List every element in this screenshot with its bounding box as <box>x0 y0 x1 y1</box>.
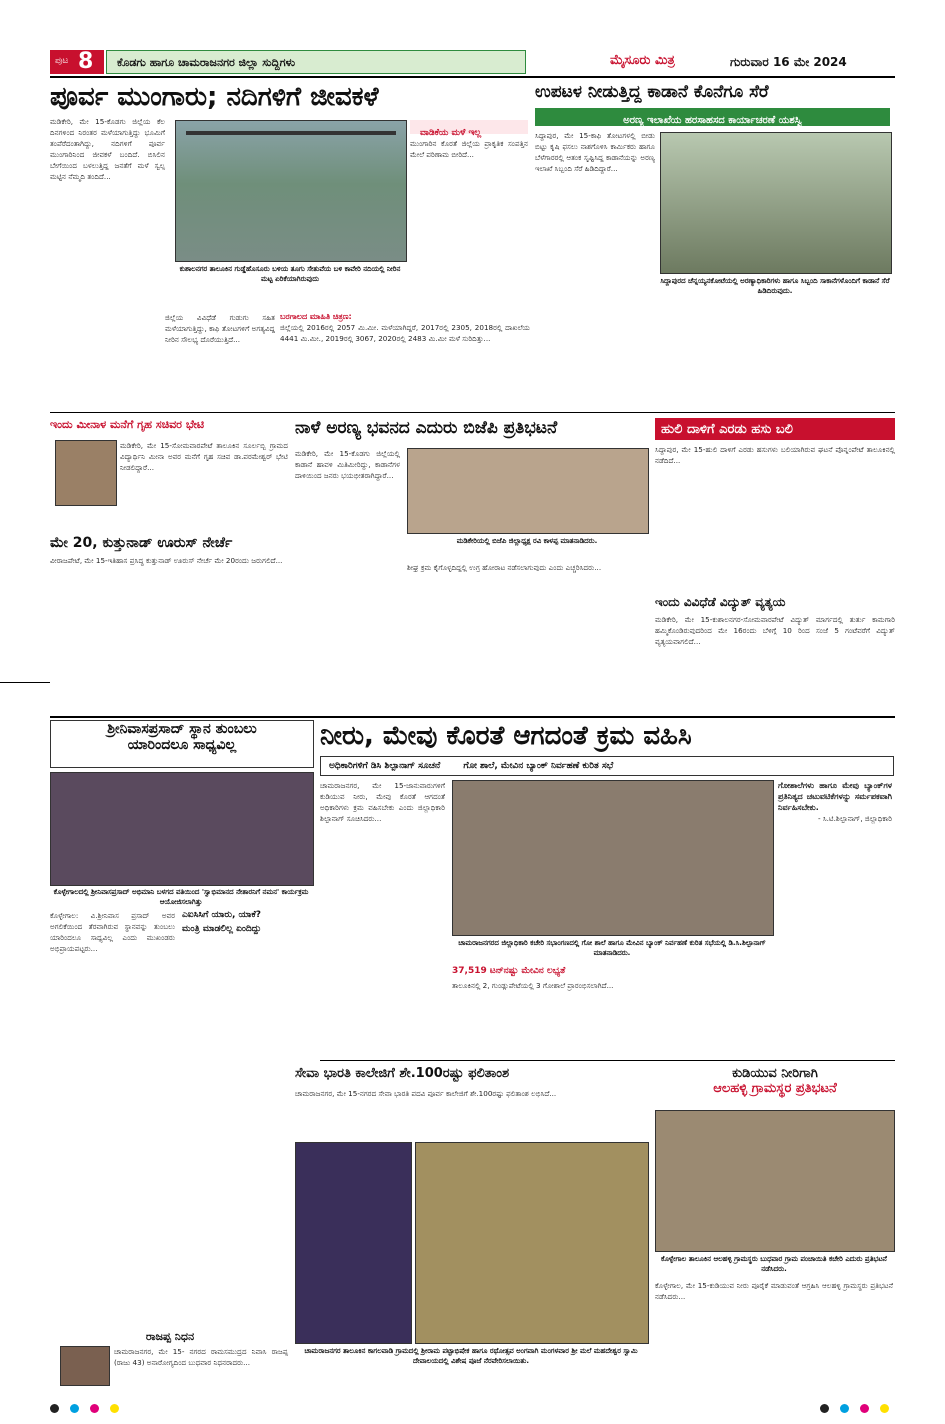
elephant-headline: ಉಪಟಳ ನೀಡುತ್ತಿದ್ದ ಕಾಡಾನೆ ಕೊನೆಗೂ ಸೆರೆ <box>535 82 769 102</box>
monsoon-headline: ಪೂರ್ವ ಮುಂಗಾರು; ನದಿಗಳಿಗೆ ಜೀವಕಳೆ <box>50 82 379 112</box>
seva-temple-photo <box>295 1142 412 1344</box>
power-body: ಮಡಿಕೇರಿ, ಮೇ 15-ಕುಶಾಲನಗರ-ಸೋಮವಾರಪೇಟೆ ವಿದ್ಯುತ್ ಮಾರ್ಗದಲ್ಲಿ ತುರ್ತು ಕಾಮಗಾರಿ ಹಮ್ಮಿಕೊಂಡಿರುವುದರಿಂದ ಮೇ 16ರಂದು ಬೆಳಿಗ್ಗೆ 10 ರಿಂದ ಸಂಜೆ 5 ಗಂಟೆವರೆಗೆ ವಿದ್ಯುತ್ ವ್ಯತ್ಯಯವಾಗಲಿದೆ... <box>655 615 898 646</box>
obituary-article <box>50 1330 290 1385</box>
drinking-photo-caption: ಕೊಳ್ಳೇಗಾಲ ತಾಲೂಕಿನ ಆಲಹಳ್ಳಿ ಗ್ರಾಮಸ್ಥರು ಬುಧವಾರ ಗ್ರಾಮ ಪಂಚಾಯಿತಿ ಕಚೇರಿ ಎದುರು ಪ್ರತಿಭಟನೆ ನಡೆಸಿದರು. <box>661 1255 887 1273</box>
monsoon-body-2: ಜಿಲ್ಲೆಯ ವಿವಿಧೆಡೆ ಗುಡುಗು ಸಹಿತ ಮಳೆಯಾಗುತ್ತಿದ್ದು, ಕಾಫಿ ತೋಟಗಳಿಗೆ ಅಗತ್ಯವಿದ್ದ ನೀರಿನ ಸೌಲಭ್ಯ ದೊರೆಯುತ್ತಿದೆ... <box>165 313 278 344</box>
tiger-body: ಸಿದ್ದಾಪುರ, ಮೇ 15-ಹುಲಿ ದಾಳಿಗೆ ಎರಡು ಹಸುಗಳು ಬಲಿಯಾಗಿರುವ ಘಟನೆ ಪೊನ್ನಂಪೇಟೆ ತಾಲೂಕಿನಲ್ಲಿ ನಡೆದಿದೆ... <box>655 445 898 465</box>
monsoon-box-head: ಬರಗಾಲದ ಮಾಹಿತಿ ಚಿತ್ರಣ: <box>280 312 352 321</box>
protest-photo <box>407 448 649 534</box>
divider-3 <box>50 716 895 718</box>
drinking-body: ಕೊಳ್ಳೇಗಾಲ, ಮೇ 15-ಕುಡಿಯುವ ನೀರು ಪೂರೈಕೆ ಮಾಡುವಂತೆ ಆಗ್ರಹಿಸಿ ಆಲಹಳ್ಳಿ ಗ್ರಾಮಸ್ಥರು ಪ್ರತಿಭಟನೆ ನಡೆಸಿದರು... <box>655 1281 896 1301</box>
drinking-headline-line1: ಕುಡಿಯುವ ನೀರಿಗಾಗಿ <box>732 1066 818 1081</box>
water-strap-2: ಗೋ ಶಾಲೆ, ಮೇವಿನ ಬ್ಯಾಂಕ್ ನಿರ್ವಹಣೆ ಕುರಿತ ಸಭೆ <box>463 761 614 771</box>
srinivas-subhead2: ಮಂತ್ರಿ ಮಾಡಲಿಲ್ಲ ಏಂದಿದ್ದು <box>182 924 262 934</box>
masthead-rule <box>50 76 895 78</box>
protest-article <box>295 418 650 718</box>
power-article <box>655 595 898 715</box>
section-title-bar <box>106 50 526 74</box>
protest-body-left: ಮಡಿಕೇರಿ, ಮೇ 15-ಕೊಡಗು ಜಿಲ್ಲೆಯಲ್ಲಿ ಕಾಡಾನೆ ಹಾವಳಿ ಮಿತಿಮೀರಿದ್ದು, ಕಾಡಾನೆಗಳ ದಾಳಿಯಿಂದ ಜನರು ಭಯಭೀತರಾಗಿದ್ದಾರೆ... <box>295 449 403 480</box>
elephant-banner-text: ಅರಣ್ಯ ಇಲಾಖೆಯ ಹರಸಾಹಸದ ಕಾರ್ಯಾಚರಣೆ ಯಶಸ್ವಿ <box>623 115 802 126</box>
srinivas-subhead: ಎಐಸಿಸಿಗೆ ಯಾರು, ಯಾಕೆ? <box>182 910 261 920</box>
obituary-photo <box>60 1346 110 1386</box>
monsoon-box <box>280 312 533 412</box>
srinivas-headline-box <box>50 720 314 768</box>
obituary-headline: ರಾಜಪ್ಪ ನಿಧನ <box>145 1330 195 1343</box>
seva-article <box>295 1066 650 1381</box>
elephant-body: ಸಿದ್ದಾಪುರ, ಮೇ 15-ಕಾಫಿ ತೋಟಗಳಲ್ಲಿ ಬೀಡು ಬಿಟ್ಟು ಕೃಷಿ ಫಸಲು ನಾಶಗೊಳಿಸಿ ಕಾರ್ಮಿಕರು ಹಾಗೂ ಬೆಳೆಗಾರರಲ್ಲಿ ಆತಂಕ ಸೃಷ್ಟಿಸಿದ್ದ ಕಾಡಾನೆಯನ್ನು ಅರಣ್ಯ ಇಲಾಖೆ ಸಿಬ್ಬಂದಿ ಸೆರೆ ಹಿಡಿದಿದ್ದಾರೆ... <box>535 131 658 173</box>
water-stat-line: 37,519 ಟನ್‌ನಷ್ಟು ಮೇವಿನ ಲಭ್ಯತೆ <box>452 966 566 976</box>
divider-1 <box>50 412 895 413</box>
minister-headline: ಇಂದು ಮೀನಾಳ ಮನೆಗೆ ಗೃಹ ಸಚಿವರ ಭೇಟಿ <box>50 418 205 431</box>
paper-name: ಮೈಸೂರು ಮಿತ್ರ <box>610 53 675 68</box>
power-headline: ಇಂದು ವಿವಿಧೆಡೆ ವಿದ್ಯುತ್ ವ್ಯತ್ಯಯ <box>655 595 786 609</box>
section-title: ಕೊಡಗು ಹಾಗೂ ಚಾಮರಾಜನಗರ ಜಿಲ್ಲಾ ಸುದ್ದಿಗಳು <box>117 56 296 69</box>
monsoon-sub-body: ಮುಂಗಾರಿನ ಕೊರತೆ ಜಿಲ್ಲೆಯ ಪ್ರಾಕೃತಿಕ ಸಂಪತ್ತಿನ ಮೇಲೆ ಪರಿಣಾಮ ಬೀರಿದೆ... <box>410 139 531 159</box>
minister-article <box>50 418 290 528</box>
water-quote-author: - ಸಿ.ಟಿ.ಶಿಲ್ಪಾನಾಗ್, ಜಿಲ್ಲಾಧಿಕಾರಿ <box>817 814 892 823</box>
dot-black-r <box>820 1404 829 1413</box>
tiger-headline: ಹುಲಿ ದಾಳಿಗೆ ಎರಡು ಹಸು ಬಲಿ <box>661 422 793 437</box>
dot-yellow-r <box>880 1404 889 1413</box>
protest-body-right: ಶೀಘ್ರ ಕ್ರಮ ಕೈಗೊಳ್ಳದಿದ್ದಲ್ಲಿ ಉಗ್ರ ಹೋರಾಟ ನಡೆಸಲಾಗುವುದು ಎಂದು ಎಚ್ಚರಿಸಿದರು... <box>407 563 602 572</box>
page-label: ಪುಟ <box>55 56 69 66</box>
drinking-headline-wrap <box>655 1066 895 1096</box>
page-number-box <box>50 50 104 74</box>
water-quote-box <box>778 780 895 960</box>
utsav-article <box>50 535 290 710</box>
monsoon-lower-body: ಜಿಲ್ಲೆಯಲ್ಲಿ 2016ರಲ್ಲಿ 2057 ಮಿ.ಮೀ. ಮಳೆಯಾಗಿದ್ದರೆ, 2017ರಲ್ಲಿ 2305, 2018ರಲ್ಲಿ ದಾಖಲೆಯ 4441 ಮಿ.ಮೀ., 2019ರಲ್ಲಿ 3067, 2020ರಲ್ಲಿ 2483 ಮಿ.ಮೀ ಮಳೆ ಸುರಿದಿತ್ತು... <box>280 323 533 343</box>
seva-photo-caption: ಚಾಮರಾಜನಗರ ತಾಲೂಕಿನ ಕಾಗಲವಾಡಿ ಗ್ರಾಮದಲ್ಲಿ ಶ್ರೀರಾಮ ಪಟ್ಟಾಭಿಷೇಕ ಹಾಗೂ ರಥೋತ್ಸವ ಅಂಗವಾಗಿ ಮಂಗಳವಾರ ಶ್ರೀ ಮಲೆ ಮಹದೇಶ್ವರ ಸ್ವಾಮಿ ದೇವಾಲಯದಲ್ಲಿ ವಿಶೇಷ ಪೂಜೆ ನೆರವೇರಿಸಲಾಯಿತು. <box>304 1347 638 1365</box>
divider-2 <box>0 682 50 683</box>
water-article <box>320 720 895 1055</box>
water-headline: ನೀರು, ಮೇವು ಕೊರತೆ ಆಗದಂತೆ ಕ್ರಮ ವಹಿಸಿ <box>320 721 692 751</box>
registration-dots-left <box>50 1398 125 1417</box>
dot-cyan-r <box>840 1404 849 1413</box>
srinivas-headline-line1: ಶ್ರೀನಿವಾಸಪ್ರಸಾದ್ ಸ್ಥಾನ ತುಂಬಲು <box>107 721 257 737</box>
seva-headline: ಸೇವಾ ಭಾರತಿ ಕಾಲೇಜಿಗೆ ಶೇ.100ರಷ್ಟು ಫಲಿತಾಂಶ <box>295 1066 510 1081</box>
issue-date: ಗುರುವಾರ 16 ಮೇ 2024 <box>730 55 847 69</box>
monsoon-photo-caption: ಕುಶಾಲನಗರ ತಾಲೂಕಿನ ಗುಡ್ಡೆಹೊಸೂರು ಬಳಿಯ ತೂಗು ಸೇತುವೆಯ ಬಳಿ ಕಾವೇರಿ ನದಿಯಲ್ಲಿ ನೀರಿನ ಮಟ್ಟ ಏರಿಕೆಯಾಗಿರುವುದು <box>179 265 401 283</box>
protest-headline: ನಾಳೆ ಅರಣ್ಯ ಭವನದ ಎದುರು ಬಿಜೆಪಿ ಪ್ರತಿಭಟನೆ <box>295 418 558 438</box>
drinking-article <box>655 1066 895 1381</box>
monsoon-body-1: ಮಡಿಕೇರಿ, ಮೇ 15-ಕೊಡಗು ಜಿಲ್ಲೆಯ ಕೆಲ ದಿನಗಳಿಂದ ನಿರಂತರ ಮಳೆಯಾಗುತ್ತಿದ್ದು ಭೂಮಿಗೆ ತಂಪೆರೆದಂತಾಗಿದ್ದು, ನದಿಗಳಿಗೆ ಪೂರ್ವ ಮುಂಗಾರಿನಿಂದ ಜೀವಕಳೆ ಬಂದಿದೆ. ಬಿಸಿಲಿನ ಬೇಗೆಯಿಂದ ಬಳಲುತ್ತಿದ್ದ ಜನತೆಗೆ ಮಳೆ ಸ್ವಲ್ಪ ಮಟ್ಟಿನ ನೆಮ್ಮದಿ ತಂದಿದೆ... <box>50 117 168 181</box>
srinivas-photo-caption: ಕೊಳ್ಳೇಗಾಲದಲ್ಲಿ ಶ್ರೀನಿವಾಸಪ್ರಸಾದ್ ಅಭಿಮಾನಿ ಬಳಗದ ವತಿಯಿಂದ 'ಸ್ವಾಭಿಮಾನದ ನೇತಾರನಿಗೆ ನಮನ' ಕಾರ್ಯಕ್ರಮ ಆಯೋಜಿಸಲಾಗಿತ್ತು <box>53 888 309 906</box>
divider-4 <box>320 1060 895 1061</box>
monsoon-subhead-box <box>410 120 528 138</box>
bridge-shape <box>186 131 396 135</box>
elephant-banner <box>535 108 890 126</box>
drinking-photo <box>655 1110 895 1252</box>
water-quote: ಗೋಶಾಲೆಗಳು ಹಾಗೂ ಮೇವು ಬ್ಯಾಂಕ್‌ಗಳ ಪ್ರತಿನಿತ್ಯದ ಚಟುವಟಿಕೆಗಳನ್ನು ಸರ್ಮಪಕವಾಗಿ ನಿರ್ವಹಿಸಬೇಕು. <box>778 781 895 812</box>
seva-procession-photo <box>415 1142 649 1344</box>
elephant-photo-caption: ಸಿದ್ದಾಪುರದ ಚೆನ್ನಯ್ಯನಕೋಟೆಯಲ್ಲಿ ಅರಣ್ಯಾಧಿಕಾರಿಗಳು ಹಾಗೂ ಸಿಬ್ಬಂದಿ ಸಾಕಾನೆಗಳೊಂದಿಗೆ ಕಾಡಾನೆ ಸೆರೆ ಹಿಡಿದಿರುವುದು. <box>660 277 890 295</box>
water-strap <box>320 756 894 776</box>
drinking-headline-line2: ಆಲಹಳ್ಳಿ ಗ್ರಾಮಸ್ಥರ ಪ್ರತಿಭಟನೆ <box>713 1081 837 1096</box>
page-number: 8 <box>78 49 94 74</box>
minister-photo <box>55 440 117 506</box>
monsoon-river-photo <box>175 120 407 262</box>
monsoon-article <box>50 80 530 310</box>
masthead <box>50 50 895 74</box>
water-body-2: ತಾಲೂಕಿನಲ್ಲಿ 2, ಗುಂಡ್ಲುಪೇಟೆಯಲ್ಲಿ 3 ಗೋಶಾಲೆ ಪ್ರಾರಂಭಿಸಲಾಗಿದೆ... <box>452 981 614 990</box>
srinivas-article <box>50 720 315 1320</box>
seva-body: ಚಾಮರಾಜನಗರ, ಮೇ 15-ನಗರದ ಸೇವಾ ಭಾರತಿ ಪದವಿ ಪೂರ್ವ ಕಾಲೇಜಿಗೆ ಶೇ.100ರಷ್ಟು ಫಲಿತಾಂಶ ಲಭಿಸಿದೆ... <box>295 1089 557 1098</box>
dot-magenta-r <box>860 1404 869 1413</box>
srinivas-body: ಕೊಳ್ಳೇಗಾಲ: ವಿ.ಶ್ರೀನಿವಾಸ ಪ್ರಸಾದ್ ಅವರ ಅಗಲಿಕೆಯಿಂದ ತೆರವಾಗಿರುವ ಸ್ಥಾನವನ್ನು ತುಂಬಲು ಯಾರಿಂದಲೂ ಸಾಧ್ಯವಿಲ್ಲ ಎಂದು ಮುಖಂಡರು ಅಭಿಪ್ರಾಯಪಟ್ಟರು... <box>50 911 178 953</box>
elephant-photo <box>660 132 892 274</box>
utsav-body: ವೀರಾಜಪೇಟೆ, ಮೇ 15-ಇತಿಹಾಸ ಪ್ರಸಿದ್ಧ ಕುತ್ತುನಾಡ್ ಊರುಸ್ ನೇರ್ಚೆ ಮೇ 20ರಂದು ಜರುಗಲಿದೆ... <box>50 556 283 565</box>
srinivas-photo <box>50 772 314 886</box>
water-photo-caption: ಚಾಮರಾಜನಗರದ ಜಿಲ್ಲಾಧಿಕಾರಿ ಕಚೇರಿ ಸಭಾಂಗಣದಲ್ಲಿ ಗೋ ಶಾಲೆ ಹಾಗೂ ಮೇವಿನ ಬ್ಯಾಂಕ್ ನಿರ್ವಹಣೆ ಕುರಿತ ಸಭೆಯಲ್ಲಿ ಡಿ.ಸಿ.ಶಿಲ್ಪಾನಾಗ್ ಮಾತನಾಡಿದರು. <box>458 939 766 957</box>
utsav-headline: ಮೇ 20, ಕುತ್ತುನಾಡ್ ಊರುಸ್ ನೇರ್ಚೆ <box>50 535 233 551</box>
water-strap-1: ಅಧಿಕಾರಿಗಳಿಗೆ ಡಿಸಿ ಶಿಲ್ಪಾನಾಗ್ ಸೂಚನೆ <box>329 761 441 771</box>
obituary-body: ಚಾಮರಾಜನಗರ, ಮೇ 15- ನಗರದ ರಾಮಸಮುದ್ರದ ನಿವಾಸಿ ರಾಜಪ್ಪ (ರಾಜು 43) ಅನಾರೋಗ್ಯದಿಂದ ಬುಧವಾರ ನಿಧನರಾದರು... <box>114 1347 291 1367</box>
tiger-headline-bar <box>655 418 895 440</box>
srinivas-headline-line2: ಯಾರಿಂದಲೂ ಸಾಧ್ಯವಿಲ್ಲ <box>127 737 237 753</box>
tiger-article <box>655 418 898 588</box>
dot-yellow <box>110 1404 119 1413</box>
elephant-article <box>535 80 895 410</box>
protest-photo-caption: ಮಡಿಕೇರಿಯಲ್ಲಿ ಬಿಜೆಪಿ ಜಿಲ್ಲಾಧ್ಯಕ್ಷ ರವಿ ಕಾಳಪ್ಪ ಮಾತನಾಡಿದರು. <box>456 537 598 545</box>
monsoon-subhead: ವಾಡಿಕೆಯ ಮಳೆ ಇಲ್ಲ <box>420 128 482 138</box>
dot-black <box>50 1404 59 1413</box>
dot-magenta <box>90 1404 99 1413</box>
dot-cyan <box>70 1404 79 1413</box>
water-body: ಚಾಮರಾಜನಗರ, ಮೇ 15-ಜಾನುವಾರುಗಳಿಗೆ ಕುಡಿಯುವ ನೀರು, ಮೇವು ಕೊರತೆ ಆಗದಂತೆ ಅಧಿಕಾರಿಗಳು ಕ್ರಮ ವಹಿಸಬೇಕು ಎಂದು ಜಿಲ್ಲಾಧಿಕಾರಿ ಶಿಲ್ಪಾನಾಗ್ ಸೂಚಿಸಿದರು... <box>320 781 448 823</box>
minister-body: ಮಡಿಕೇರಿ, ಮೇ 15-ಸೋಮವಾರಪೇಟೆ ತಾಲೂಕಿನ ಸೂರ್ಲಬ್ಬಿ ಗ್ರಾಮದ ವಿದ್ಯಾರ್ಥಿನಿ ಮೀನಾ ಅವರ ಮನೆಗೆ ಗೃಹ ಸಚಿವ ಡಾ.ಪರಮೇಶ್ವರ್ ಭೇಟಿ ನೀಡಲಿದ್ದಾರೆ... <box>120 441 291 472</box>
water-photo <box>452 780 774 936</box>
registration-dots-right <box>820 1398 895 1417</box>
